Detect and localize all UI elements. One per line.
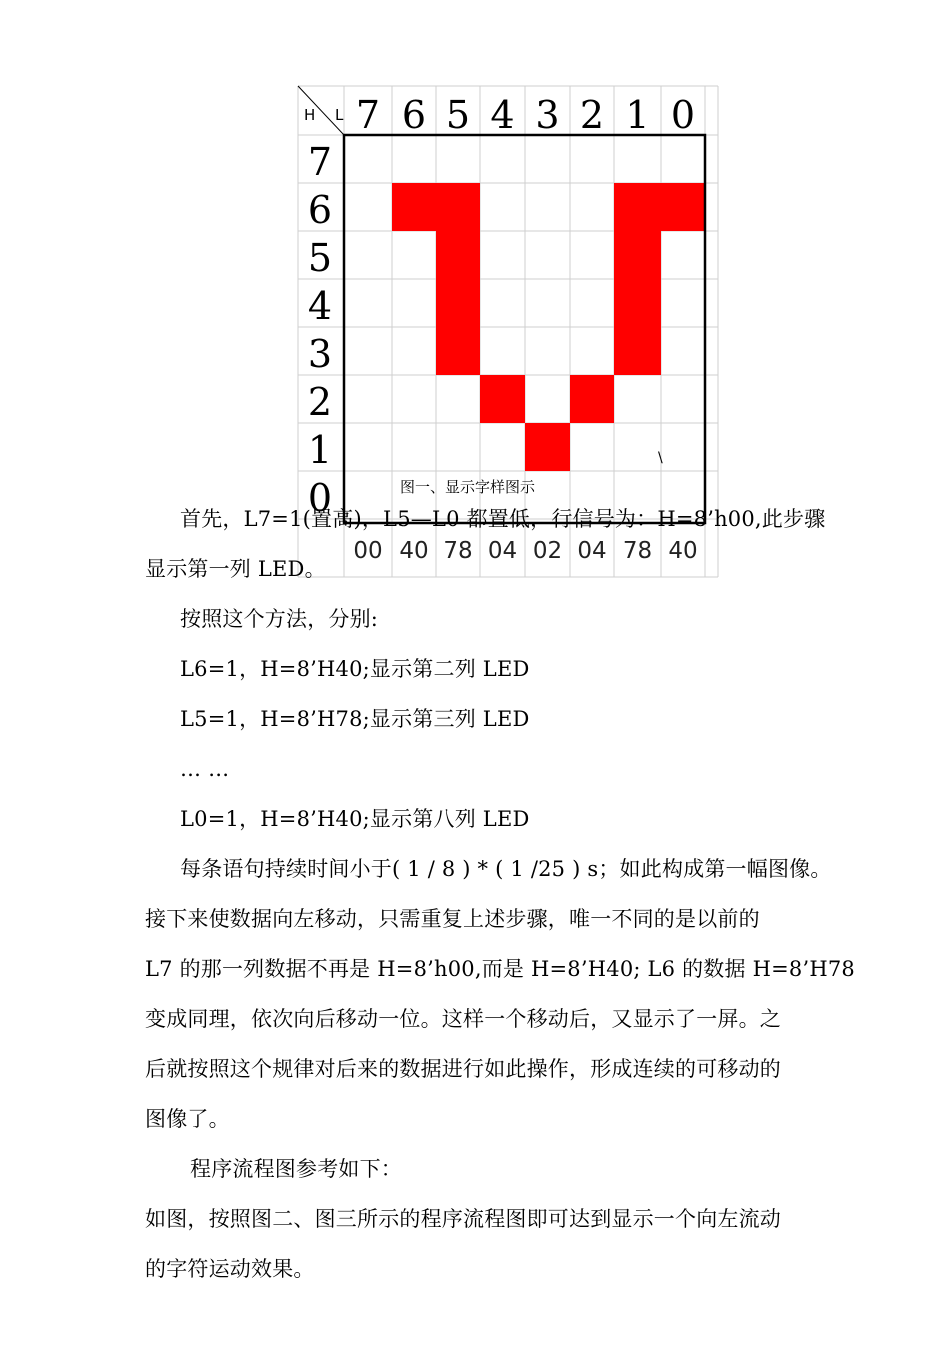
column-label: 7 <box>355 93 381 137</box>
paragraph-7-line-4: 变成同理，依次向后移动一位。这样一个移动后，又显示了一屏。之 <box>145 1007 781 1031</box>
paragraph-7-line-5: 后就按照这个规律对后来的数据进行如此操作，形成连续的可移动的 <box>145 1057 781 1081</box>
column-label: 0 <box>670 93 696 137</box>
row-label: 2 <box>307 380 333 424</box>
row-label: 4 <box>307 284 333 328</box>
stray-mark: \ <box>658 450 663 466</box>
hex-code-label: 78 <box>622 538 653 564</box>
paragraph-4: L5=1，H=8’H78;显示第三列 LED <box>180 707 530 731</box>
lit-led-cell <box>661 183 705 231</box>
paragraph-8: 程序流程图参考如下： <box>190 1157 402 1181</box>
column-label: 5 <box>445 93 471 137</box>
lit-led-cell <box>480 375 525 423</box>
lit-led-cell <box>436 183 480 231</box>
lit-led-cell <box>614 279 661 327</box>
paragraph-7-line-3: L7 的那一列数据不再是 H=8’h00,而是 H=8’H40; L6 的数据 H=8’H78 <box>145 957 855 981</box>
hex-code-label: 00 <box>353 538 383 564</box>
paragraph-7-line-1: 每条语句持续时间小于( 1 / 8 ) * ( 1 /25 ) s；如此构成第一幅图像。 <box>180 857 832 881</box>
paragraph-2: 按照这个方法，分别: <box>180 607 379 631</box>
paragraph-7-line-6: 图像了。 <box>145 1107 230 1131</box>
hex-code-label: 02 <box>532 538 563 564</box>
hex-code-label: 40 <box>668 538 698 564</box>
lit-led-cell <box>614 327 661 375</box>
column-label: 4 <box>490 93 515 137</box>
lit-led-cell <box>614 231 661 279</box>
lit-led-cell <box>392 183 436 231</box>
hex-code-label: 04 <box>577 538 607 564</box>
corner-l-label: L <box>335 106 344 124</box>
column-label: 1 <box>625 93 650 137</box>
paragraph-1-line-2: 显示第一列 LED。 <box>145 557 326 581</box>
lit-led-cell <box>570 375 614 423</box>
hex-code-label: 78 <box>443 538 473 564</box>
lit-led-cell <box>436 279 480 327</box>
row-label: 7 <box>307 140 333 184</box>
hex-code-label: 04 <box>487 538 518 564</box>
paragraph-5: … … <box>180 757 230 781</box>
paragraph-7-line-2: 接下来使数据向左移动，只需重复上述步骤，唯一不同的是以前的 <box>145 907 760 931</box>
row-label: 1 <box>307 428 333 472</box>
paragraph-6: L0=1，H=8’H40;显示第八列 LED <box>180 807 530 831</box>
figure-caption: 图一、显示字样图示 <box>400 478 536 496</box>
corner-h-label: H <box>304 106 316 124</box>
lit-led-cell <box>614 183 661 231</box>
hex-code-label: 40 <box>399 538 429 564</box>
column-label: 2 <box>579 93 605 137</box>
paragraph-9-line-1: 如图，按照图二、图三所示的程序流程图即可达到显示一个向左流动 <box>145 1207 781 1231</box>
row-label: 0 <box>307 476 333 520</box>
row-label: 5 <box>307 236 333 280</box>
lit-led-cell <box>525 423 570 471</box>
paragraph-1-line-1: 首先，L7=1(置高)，L5—L0 都置低，行信号为：H=8’h00,此步骤 <box>180 507 826 531</box>
column-label: 3 <box>535 93 560 137</box>
lit-led-cell <box>436 327 480 375</box>
row-label: 6 <box>307 188 333 232</box>
row-label: 3 <box>307 332 333 376</box>
column-label: 6 <box>401 93 427 137</box>
paragraph-9-line-2: 的字符运动效果。 <box>145 1257 315 1281</box>
paragraph-3: L6=1，H=8’H40;显示第二列 LED <box>180 657 530 681</box>
row-labels <box>308 140 332 520</box>
lit-led-cell <box>436 231 480 279</box>
